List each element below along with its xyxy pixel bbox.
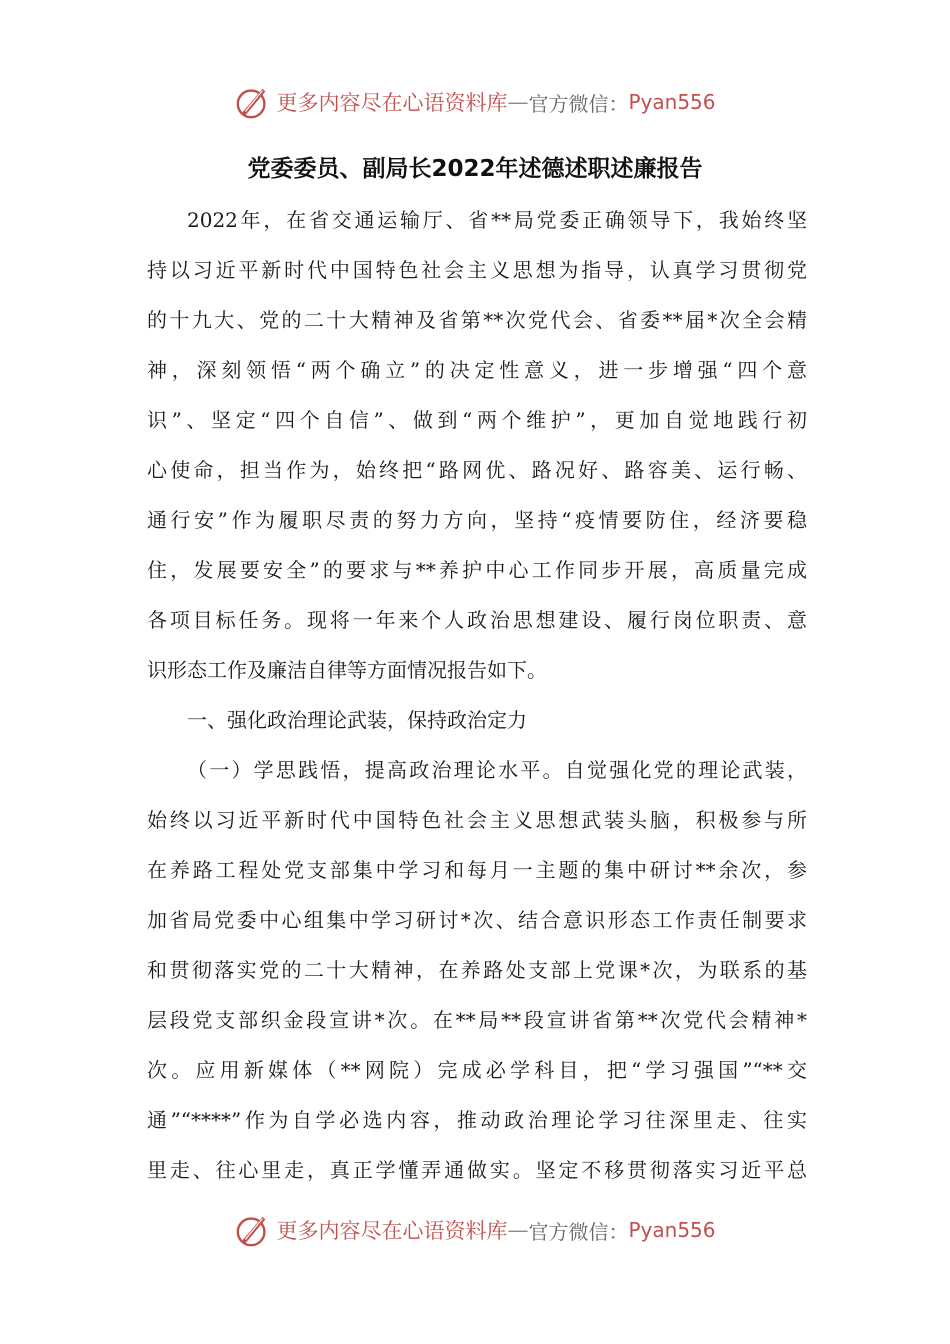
banner-main-text: 更多内容尽在心语资料库 xyxy=(276,91,508,115)
text-line: 心使命，担当作为，始终把“路网优、路况好、路容美、运行畅、 xyxy=(147,458,807,482)
banner-wechat-label: 官方微信： xyxy=(528,1219,629,1244)
document-title: 党委委员、副局长2022年述德述职述廉报告 xyxy=(247,156,703,182)
quill-logo-icon xyxy=(234,83,272,121)
text-line: 里走、往心里走，真正学懂弄通做实。坚定不移贯彻落实习近平总 xyxy=(147,1158,807,1182)
text-line: 通行安”作为履职尽责的努力方向，坚持“疫情要防住，经济要稳 xyxy=(147,508,807,532)
text-line: 持以习近平新时代中国特色社会主义思想为指导，认真学习贯彻党 xyxy=(147,258,807,282)
banner-wechat-id: Pyan556 xyxy=(628,90,716,114)
section-heading: 一、强化政治理论武装，保持政治定力 xyxy=(187,708,527,732)
text-line: 层段党支部织金段宣讲*次。在**局**段宣讲省第**次党代会精神* xyxy=(147,1008,807,1032)
text-line: 通”“****”作为自学必选内容，推动政治理论学习往深里走、往实 xyxy=(147,1108,807,1132)
text-line: 神，深刻领悟“两个确立”的决定性意义，进一步增强“四个意 xyxy=(147,358,807,382)
text-line: 各项目标任务。现将一年来个人政治思想建设、履行岗位职责、意 xyxy=(147,608,807,632)
text-line: 识形态工作及廉洁自律等方面情况报告如下。 xyxy=(147,658,547,682)
banner-dash: — xyxy=(507,1218,529,1242)
text-line: 在养路工程处党支部集中学习和每月一主题的集中研讨**余次，参 xyxy=(147,858,807,882)
banner-wechat-id: Pyan556 xyxy=(628,1218,716,1242)
banner-dash: — xyxy=(507,90,529,114)
banner-main-text: 更多内容尽在心语资料库 xyxy=(276,1219,508,1243)
header-watermark-banner xyxy=(0,80,950,124)
text-line: 和贯彻落实党的二十大精神，在养路处支部上党课*次，为联系的基 xyxy=(147,958,807,982)
text-line: 始终以习近平新时代中国特色社会主义思想武装头脑，积极参与所 xyxy=(147,808,807,832)
text-line: （一）学思践悟，提高政治理论水平。自觉强化党的理论武装， xyxy=(187,758,807,782)
text-line: 加省局党委中心组集中学习研讨*次、结合意识形态工作责任制要求 xyxy=(147,908,807,932)
text-line: 2022年，在省交通运输厅、省**局党委正确领导下，我始终坚 xyxy=(187,208,807,232)
footer-watermark-banner xyxy=(0,1208,950,1252)
text-line: 次。应用新媒体（**网院）完成必学科目，把“学习强国”“**交 xyxy=(147,1058,807,1082)
text-line: 识”、坚定“四个自信”、做到“两个维护”，更加自觉地践行初 xyxy=(147,408,807,432)
text-line: 的十九大、党的二十大精神及省第**次党代会、省委**届*次全会精 xyxy=(147,308,807,332)
banner-wechat-label: 官方微信： xyxy=(528,91,629,116)
quill-logo-icon xyxy=(234,1211,272,1249)
text-line: 住，发展要安全”的要求与**养护中心工作同步开展，高质量完成 xyxy=(147,558,807,582)
document-body xyxy=(147,195,807,1195)
